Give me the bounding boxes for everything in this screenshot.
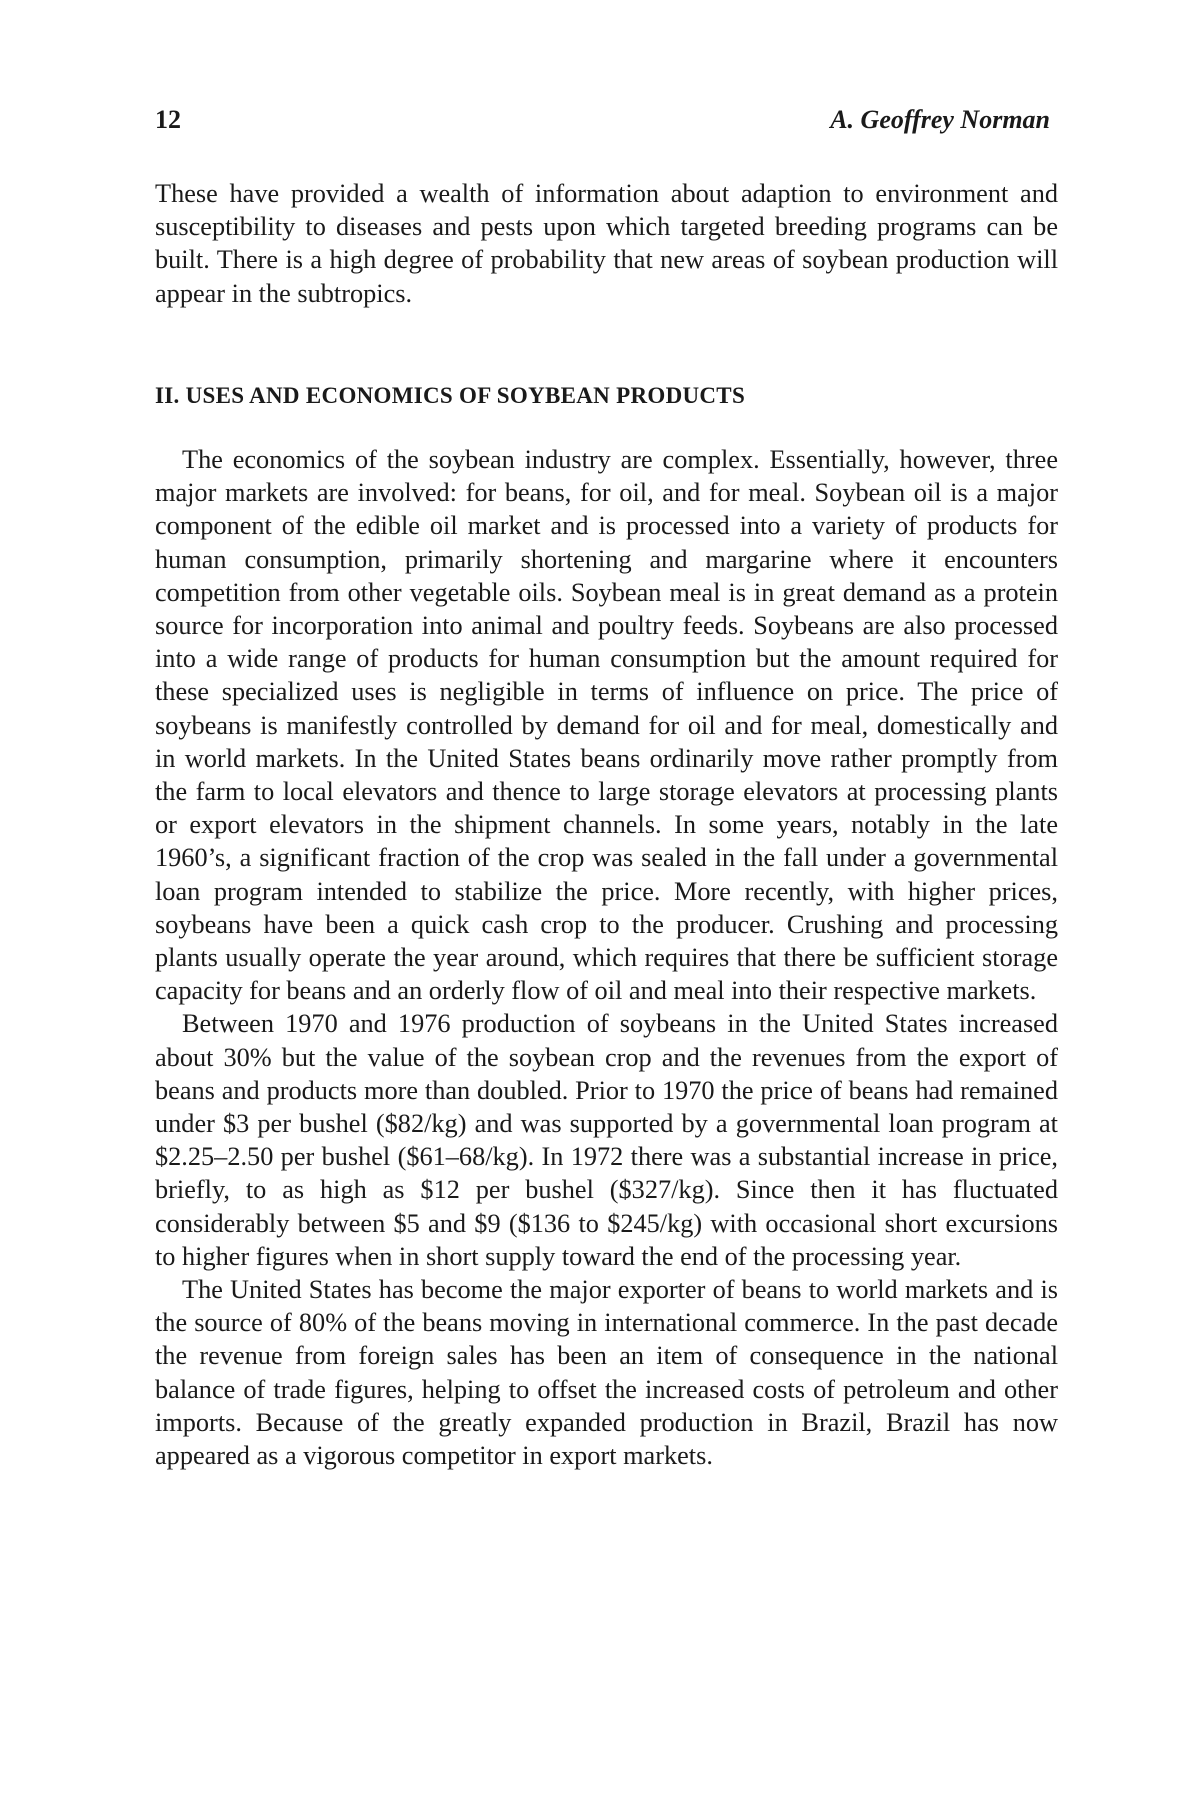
running-head (155, 105, 1050, 135)
body-paragraph-2: Between 1970 and 1976 production of soybeans in the United States increased about 30% but the value of the soybean crop and the revenues from the export of beans and products more than doubled. Prior to 1970 the price of beans had remained under $3 per bushel ($82/kg) and was supported by a governmental loan program at $2.25–2.50 per bushel ($61–68/kg). In 1972 there was a substantial increase in price, briefly, to as high as $12 per bushel ($327/kg). Since then it has fluctuated considerably between $5 and $9 ($136 to $245/kg) with occasional short excursions to higher figures when in short supply toward the end of the processing year. (155, 1009, 1058, 1271)
intro-text (155, 177, 1058, 310)
section-heading: II. USES AND ECONOMICS OF SOYBEAN PRODUCTS (155, 383, 746, 408)
section-body (155, 443, 1058, 1472)
page-number: 12 (155, 105, 181, 134)
body-paragraph-3: The United States has become the major exporter of beans to world markets and is the source of 80% of the beans moving in international commerce. In the past decade the revenue from foreign sales has been an item of consequence in the national balance of trade figures, helping to offset the increased costs of petroleum and other imports. Because of the greatly expanded production in Brazil, Brazil has now appeared as a vigorous competitor in export markets. (155, 1275, 1058, 1471)
running-head-author: A. Geoffrey Norman (830, 105, 1050, 134)
intro-paragraph: These have provided a wealth of information about adaption to environment and susceptibility to diseases and pests upon which targeted breeding programs can be built. There is a high degree of probability that new areas of soybean production will appear in the subtropics. (155, 179, 1058, 308)
body-paragraph-1: The economics of the soybean industry are complex. Essentially, however, three major markets are involved: for beans, for oil, and for meal. Soybean oil is a major component of the edible oil market and is processed into a variety of products for human consumption, primarily shortening and margarine where it encounters competition from other vegetable oils. Soybean meal is in great demand as a protein source for incorporation into animal and poultry feeds. Soybeans are also processed into a wide range of products for human consumption but the amount required for these specialized uses is negligible in terms of influence on price. The price of soybeans is manifestly controlled by demand for oil and for meal, domestically and in world markets. In the United States beans ordinarily move rather promptly from the farm to local elevators and thence to large storage elevators at processing plants or export elevators in the shipment channels. In some years, notably in the late 1960’s, a significant fraction of the crop was sealed in the fall under a governmental loan program intended to stabilize the price. More recently, with higher prices, soybeans have been a quick cash crop to the producer. Crushing and processing plants usually operate the year around, which requires that there be sufficient storage capacity for beans and an orderly flow of oil and meal into their respective markets. (155, 445, 1058, 1006)
